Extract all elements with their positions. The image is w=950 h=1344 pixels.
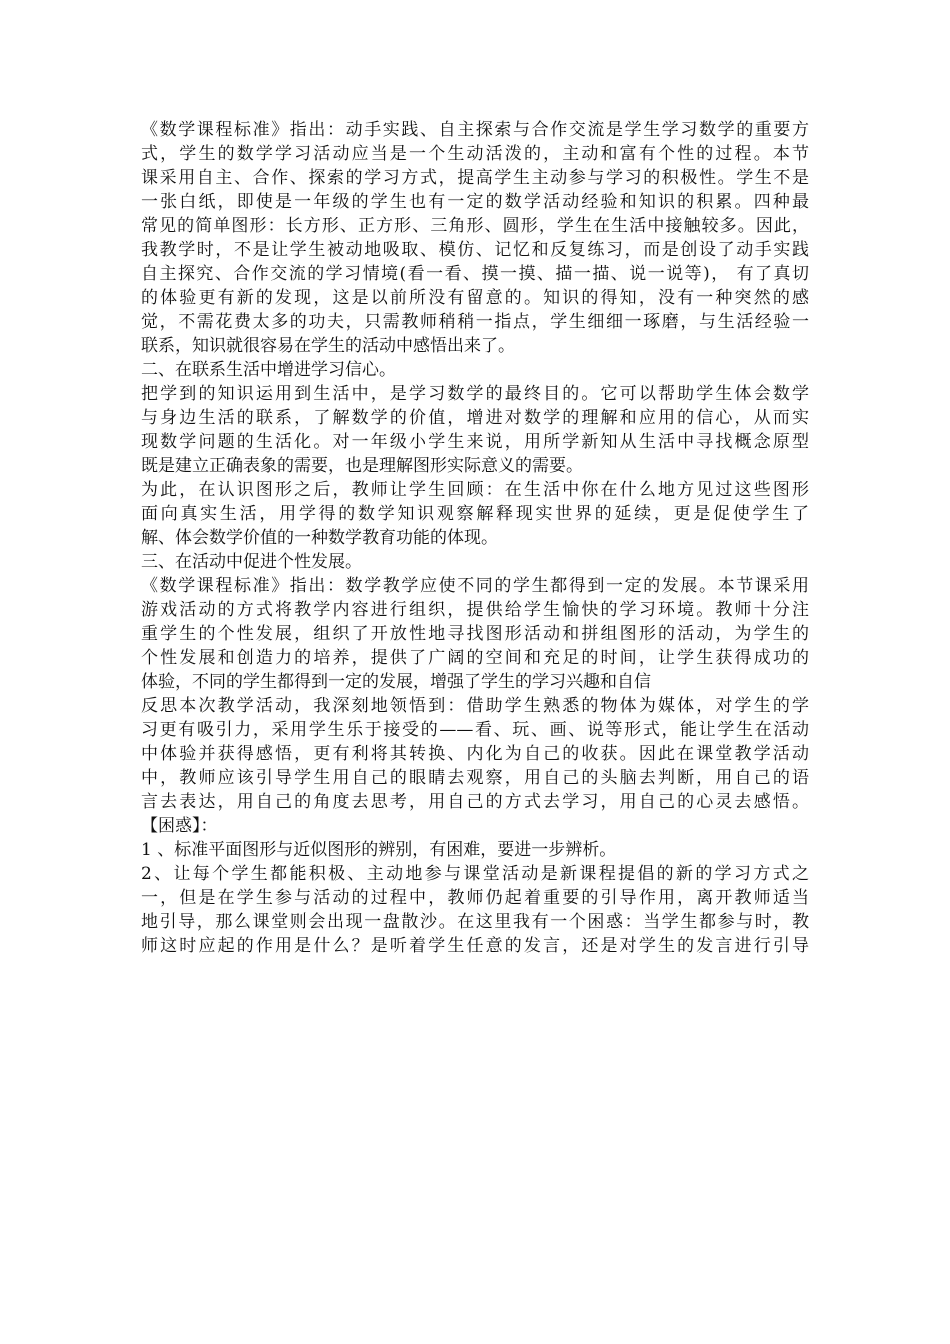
text-line: 个性发展和创造力的培养，提供了广阔的空间和充足的时间，让学生获得成功的 — [141, 648, 809, 668]
text-line: 既是建立正确表象的需要，也是理解图形实际意义的需要。 — [141, 456, 583, 476]
text-line: 游戏活动的方式将教学内容进行组织，提供给学生愉快的学习环境。教师十分注 — [141, 600, 809, 620]
text-line: 面向真实生活，用学得的数学知识观察解释现实世界的延续，更是促使学生了 — [141, 504, 809, 524]
text-line: 反思本次教学活动，我深刻地领悟到：借助学生熟悉的物体为媒体，对学生的学 — [141, 696, 809, 716]
text-line: 《数学课程标准》指出：数学教学应使不同的学生都得到一定的发展。本节课采用 — [141, 576, 809, 596]
text-line: 2、让每个学生都能积极、主动地参与课堂活动是新课程提倡的新的学习方式之 — [141, 864, 809, 884]
text-line: 觉，不需花费太多的功夫，只需教师稍稍一指点，学生细细一琢磨，与生活经验一 — [141, 312, 809, 332]
text-line: 重学生的个性发展，组织了开放性地寻找图形活动和拼组图形的活动，为学生的 — [141, 624, 809, 644]
text-line: 课采用自主、合作、探索的学习方式，提高学生主动参与学习的积极性。学生不是 — [141, 168, 809, 188]
text-line: 中体验并获得感悟，更有利将其转换、内化为自己的收获。因此在课堂教学活动 — [141, 744, 809, 764]
text-line: 为此，在认识图形之后，教师让学生回顾：在生活中你在什么地方见过这些图形 — [141, 480, 809, 500]
text-line: 《数学课程标准》指出：动手实践、自主探索与合作交流是学生学习数学的重要方 — [141, 120, 809, 140]
text-line: 一，但是在学生参与活动的过程中，教师仍起着重要的引导作用，离开教师适当 — [141, 888, 809, 908]
text-line: 言去表达，用自己的角度去思考，用自己的方式去学习，用自己的心灵去感悟。 — [141, 792, 809, 812]
text-line: 与身边生活的联系，了解数学的价值，增进对数学的理解和应用的信心，从而实 — [141, 408, 809, 428]
text-line: 解、体会数学价值的一种数学教育功能的体现。 — [141, 528, 498, 548]
text-line: 【困惑】： — [141, 816, 218, 836]
text-line: 式，学生的数学学习活动应当是一个生动活泼的，主动和富有个性的过程。本节 — [141, 144, 809, 164]
text-line: 自主探究、合作交流的学习情境(看一看、摸一摸、描一描、说一说等)， 有了真切 — [141, 264, 809, 284]
text-line: 联系，知识就很容易在学生的活动中感悟出来了。 — [141, 336, 515, 356]
text-line: 三、在活动中促进个性发展。 — [141, 552, 362, 572]
text-line: 体验，不同的学生都得到一定的发展，增强了学生的学习兴趣和自信 — [141, 672, 651, 692]
document-body — [141, 118, 809, 958]
text-line: 现数学问题的生活化。对一年级小学生来说，用所学新知从生活中寻找概念原型 — [141, 432, 809, 452]
text-line: 我教学时，不是让学生被动地吸取、模仿、记忆和反复练习，而是创设了动手实践 — [141, 240, 809, 260]
text-line: 把学到的知识运用到生活中，是学习数学的最终目的。它可以帮助学生体会数学 — [141, 384, 809, 404]
text-line: 师这时应起的作用是什么？是听着学生任意的发言，还是对学生的发言进行引导 — [141, 936, 809, 956]
text-line: 1 、标准平面图形与近似图形的辨别，有困难，要进一步辨析。 — [141, 840, 617, 860]
text-line: 二、在联系生活中增进学习信心。 — [141, 360, 396, 380]
text-line: 一张白纸，即使是一年级的学生也有一定的数学活动经验和知识的积累。四种最 — [141, 192, 809, 212]
text-line: 的体验更有新的发现，这是以前所没有留意的。知识的得知，没有一种突然的感 — [141, 288, 809, 308]
text-line: 习更有吸引力，采用学生乐于接受的——看、玩、画、说等形式，能让学生在活动 — [141, 720, 809, 740]
text-line: 地引导，那么课堂则会出现一盘散沙。在这里我有一个困惑：当学生都参与时，教 — [141, 912, 809, 932]
text-line: 中，教师应该引导学生用自己的眼睛去观察，用自己的头脑去判断，用自己的语 — [141, 768, 809, 788]
text-line: 常见的简单图形：长方形、正方形、三角形、圆形，学生在生活中接触较多。因此， — [141, 216, 809, 236]
